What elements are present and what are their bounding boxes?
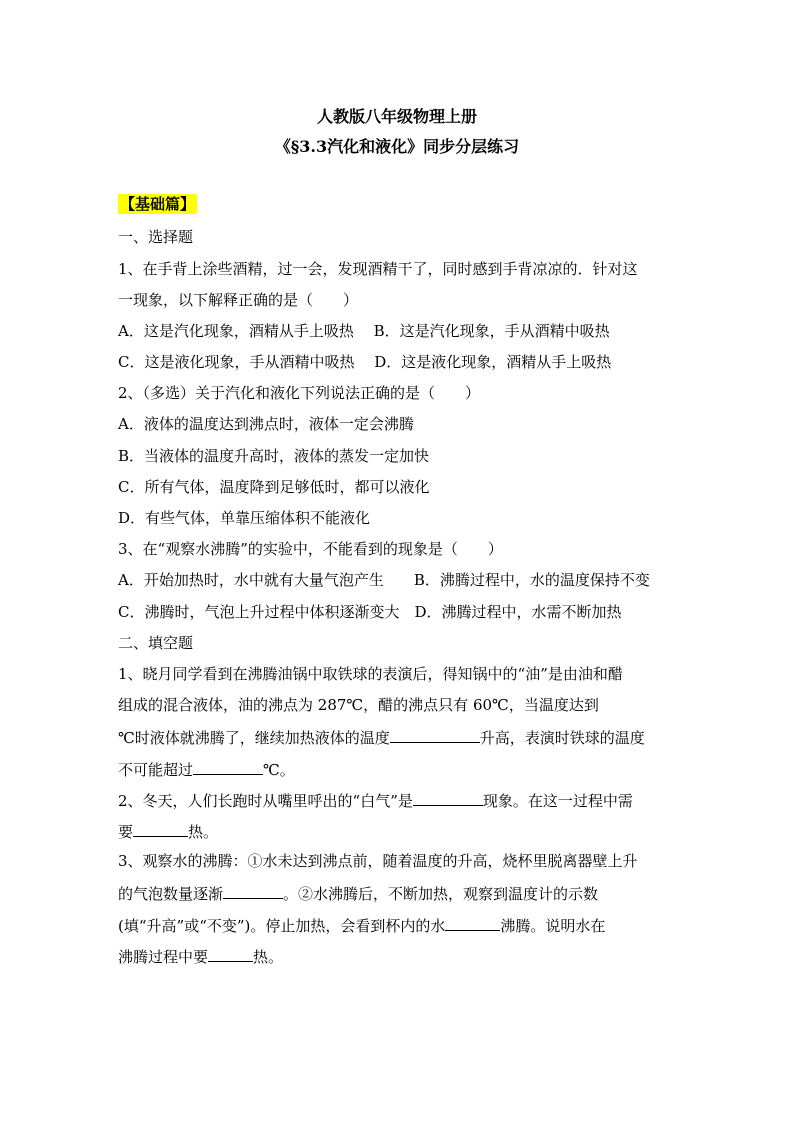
f1-line4-b: ℃。 — [263, 761, 295, 779]
answer-blank[interactable] — [445, 914, 500, 931]
q1-options-ab: A．这是汽化现象，酒精从手上吸热 B．这是汽化现象，手从酒精中吸热 — [118, 322, 610, 340]
answer-blank[interactable] — [223, 882, 283, 899]
q2-option-b: B．当液体的温度升高时，液体的蒸发一定加快 — [118, 447, 430, 465]
f1-line3-b: 升高，表演时铁球的温度 — [479, 729, 645, 747]
f2-line2-b: 热。 — [188, 823, 219, 841]
part2-heading: 二、填空题 — [118, 634, 194, 652]
page-title: 人教版八年级物理上册 — [316, 107, 477, 126]
f3-line2-b: 。②水沸腾后，不断加热，观察到温度计的示数 — [283, 885, 599, 903]
f2-line2 — [118, 820, 218, 842]
section-tag-basic: 【基础篇】 — [120, 195, 196, 213]
f2-line1-b: 现象。在这一过程中需 — [482, 792, 633, 810]
f3-line4 — [118, 945, 283, 967]
f2-line1 — [118, 789, 633, 811]
q3-options-cd: C．沸腾时，气泡上升过程中体积逐渐变大 D．沸腾过程中，水需不断加热 — [118, 603, 622, 621]
answer-blank[interactable] — [133, 820, 188, 837]
q2-stem: 2、（多选）关于汽化和液化下列说法正确的是（ ） — [118, 384, 481, 402]
q2-option-c: C．所有气体，温度降到足够低时，都可以液化 — [118, 478, 430, 496]
f3-line2 — [118, 882, 598, 904]
q1-options-cd: C．这是液化现象，手从酒精中吸热 D．这是液化现象，酒精从手上吸热 — [118, 353, 612, 371]
answer-blank[interactable] — [208, 945, 253, 962]
f1-line4 — [118, 758, 295, 780]
f1-line2: 组成的混合液体，油的沸点为 287℃，醋的沸点只有 60℃，当温度达到 — [118, 696, 599, 714]
answer-blank[interactable] — [193, 758, 263, 775]
f3-line4-a: 沸腾过程中要 — [118, 948, 209, 966]
part1-heading: 一、选择题 — [118, 228, 194, 246]
f3-line1: 3、观察水的沸腾：①水未达到沸点前，随着温度的升高，烧杯里脱离器壁上升 — [118, 852, 638, 870]
f3-line3 — [118, 914, 605, 936]
f1-line3 — [118, 726, 645, 748]
f1-line1: 1、晓月同学看到在沸腾油锅中取铁球的表演后，得知锅中的“油”是由油和醋 — [118, 665, 623, 683]
f1-line3-a: ℃时液体就沸腾了，继续加热液体的温度 — [118, 729, 390, 747]
answer-blank[interactable] — [390, 726, 480, 743]
f3-line2-a: 的气泡数量逐渐 — [118, 885, 224, 903]
q1-line1: 1、在手背上涂些酒精，过一会，发现酒精干了，同时感到手背凉凉的．针对这 — [118, 260, 638, 278]
q3-stem: 3、在“观察水沸腾”的实验中，不能看到的现象是（ ） — [118, 540, 503, 558]
f3-line3-a: (填“升高”或“不变”)。停止加热，会看到杯内的水 — [118, 917, 446, 935]
f3-line3-b: 沸腾。说明水在 — [500, 917, 606, 935]
f3-line4-b: 热。 — [253, 948, 284, 966]
q3-options-ab: A．开始加热时，水中就有大量气泡产生 B．沸腾过程中，水的温度保持不变 — [118, 571, 650, 589]
q2-option-a: A．液体的温度达到沸点时，液体一定会沸腾 — [118, 415, 414, 433]
f2-line2-a: 要 — [118, 823, 134, 841]
q1-line2: 一现象，以下解释正确的是（ ） — [118, 291, 359, 309]
answer-blank[interactable] — [413, 789, 483, 806]
f2-line1-a: 2、冬天，人们长跑时从嘴里呼出的“白气”是 — [118, 792, 413, 810]
f1-line4-a: 不可能超过 — [118, 761, 194, 779]
q2-option-d: D．有些气体，单靠压缩体积不能液化 — [118, 509, 371, 527]
page-subtitle: 《§3.3汽化和液化》同步分层练习 — [274, 137, 520, 156]
